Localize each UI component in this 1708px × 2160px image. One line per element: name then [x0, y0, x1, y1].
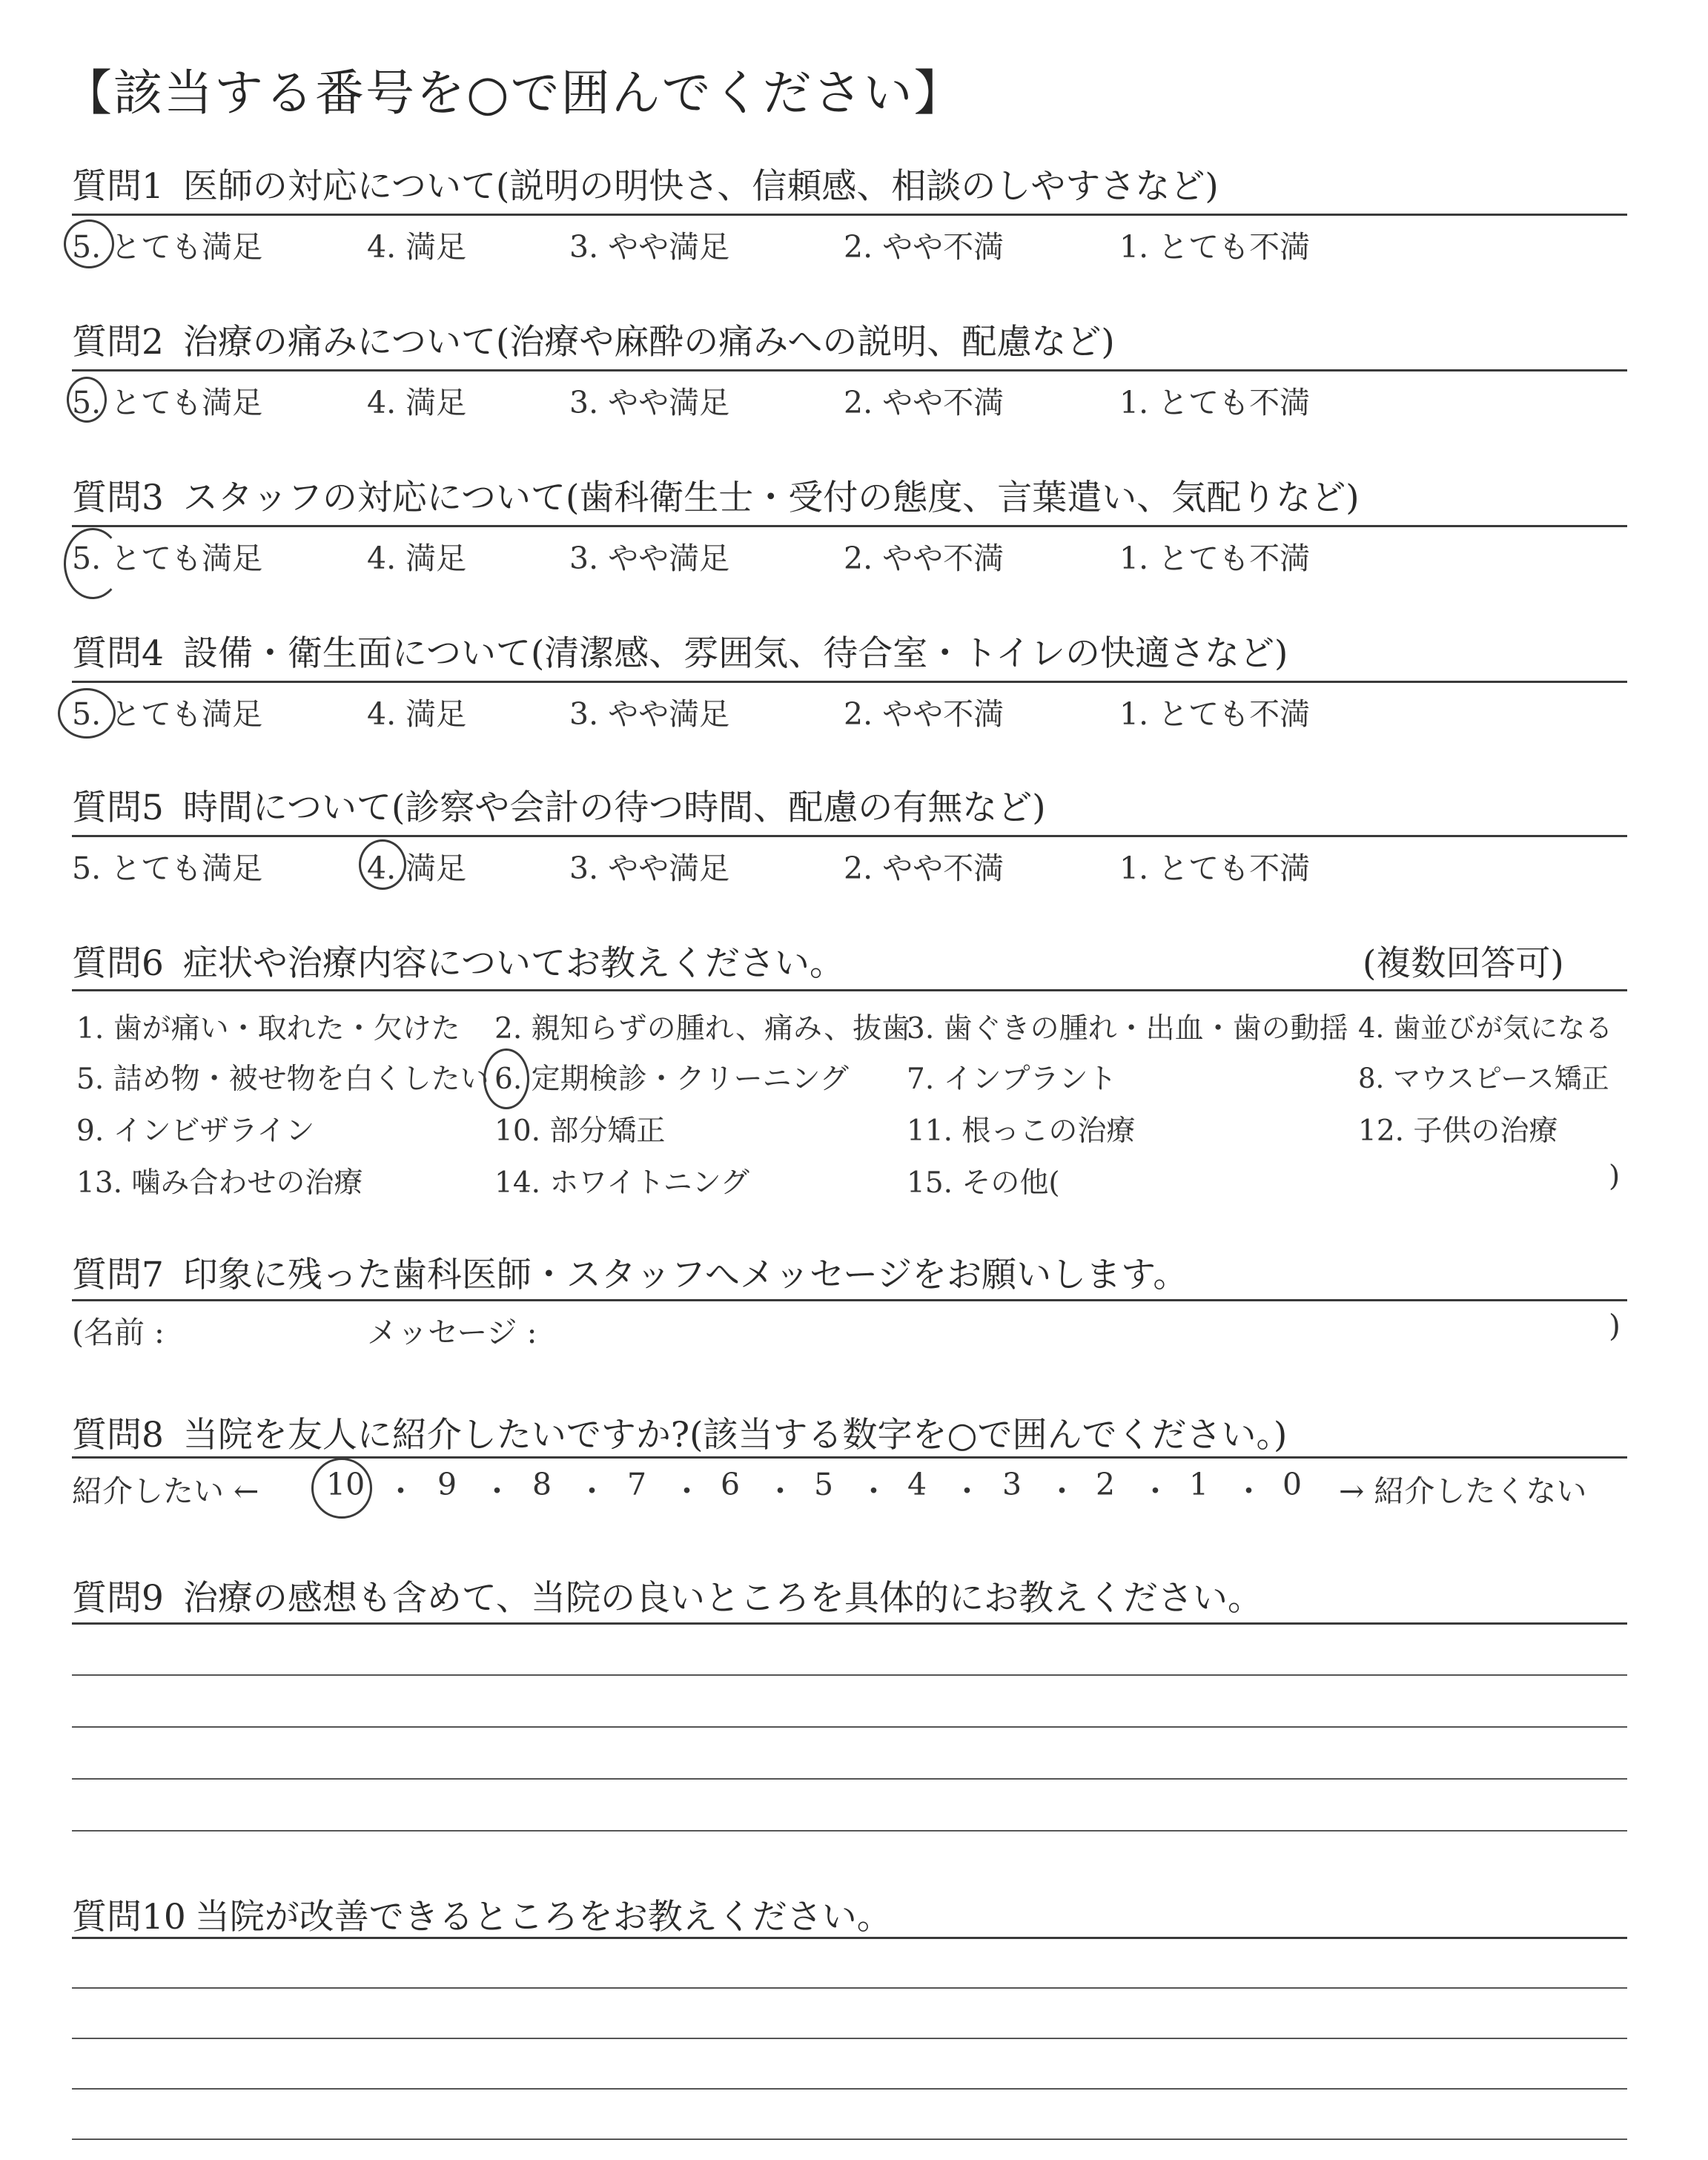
selection-circle	[311, 1458, 372, 1519]
answer-line	[72, 1726, 1627, 1728]
option-1[interactable]: 1. とても不満	[1119, 229, 1311, 265]
scale-dot: ・	[858, 1473, 889, 1509]
option-3[interactable]: 3. やや満足	[569, 385, 730, 420]
question-text: 印象に残った歯科医師・スタッフへメッセージをお願いします。	[182, 1255, 1188, 1295]
scale-dot: ・	[1047, 1473, 1077, 1509]
option-4[interactable]: 4. 満足	[367, 385, 467, 420]
checklist-item[interactable]: 1. 歯が痛い・取れた・欠けた	[76, 1012, 460, 1046]
checklist-item[interactable]: 15. その他(	[907, 1166, 1060, 1200]
question-text: 当院を友人に紹介したいですか?(該当する数字を○で囲んでください。)	[182, 1415, 1288, 1456]
option-5[interactable]: 5. とても満足	[72, 696, 263, 732]
question-number: 質問2	[72, 322, 164, 363]
selection-circle	[67, 377, 107, 423]
option-5[interactable]: 5. とても満足	[72, 851, 263, 886]
checklist-item[interactable]: 12. 子供の治療	[1358, 1114, 1558, 1148]
scale-value-8[interactable]: 8	[532, 1467, 552, 1502]
selection-circle	[64, 219, 114, 268]
question-number: 質問7	[72, 1255, 164, 1295]
other-close-paren: )	[1609, 1160, 1621, 1193]
option-3[interactable]: 3. やや満足	[569, 229, 730, 265]
checklist-item[interactable]: 7. インプラント	[907, 1063, 1117, 1096]
question-divider	[72, 1456, 1627, 1459]
option-5[interactable]: 5. とても満足	[72, 229, 263, 265]
scale-right-label: → 紹介したくない	[1339, 1473, 1587, 1509]
scale-value-0[interactable]: 0	[1282, 1467, 1302, 1502]
answer-line	[72, 2038, 1627, 2039]
checklist-item[interactable]: 10. 部分矯正	[494, 1114, 666, 1148]
question-8-title	[72, 1407, 1287, 1457]
answer-line	[72, 1778, 1627, 1780]
question-number: 質問8	[72, 1415, 164, 1456]
question-10-title	[72, 1889, 892, 1939]
answer-line	[72, 1937, 1627, 1939]
scale-value-9[interactable]: 9	[437, 1467, 457, 1502]
question-divider	[72, 835, 1627, 837]
option-3[interactable]: 3. やや満足	[569, 696, 730, 732]
question-number: 質問6	[72, 943, 164, 984]
question-text: 当院が改善できるところをお教えください。	[194, 1897, 892, 1938]
option-3[interactable]: 3. やや満足	[569, 541, 730, 576]
scale-left-label: 紹介したい ←	[72, 1473, 259, 1509]
question-1-title	[72, 159, 1219, 208]
scale-dot: ・	[482, 1473, 512, 1509]
question-text: 治療の感想も含めて、当院の良いところを具体的にお教えください。	[182, 1578, 1262, 1619]
question-divider	[72, 525, 1627, 527]
option-4[interactable]: 4. 満足	[367, 541, 467, 576]
option-1[interactable]: 1. とても不満	[1119, 541, 1311, 576]
checklist-item[interactable]: 8. マウスピース矯正	[1358, 1063, 1609, 1094]
scale-value-7[interactable]: 7	[627, 1467, 647, 1502]
answer-line	[72, 1622, 1627, 1625]
scale-value-2[interactable]: 2	[1096, 1467, 1116, 1502]
question-number: 質問1	[72, 166, 164, 207]
question-7-title	[72, 1247, 1188, 1297]
question-text: 時間について(診察や会計の待つ時間、配慮の有無など)	[182, 787, 1046, 828]
option-4[interactable]: 4. 満足	[367, 851, 467, 886]
multiple-answers-note: (複数回答可)	[1363, 943, 1564, 984]
checklist-item[interactable]: 14. ホワイトニング	[494, 1166, 749, 1200]
checklist-item[interactable]: 6. 定期検診・クリーニング	[494, 1063, 849, 1096]
option-5[interactable]: 5. とても満足	[72, 541, 263, 576]
question-3-title	[72, 470, 1360, 520]
checklist-item[interactable]: 11. 根っこの治療	[907, 1114, 1136, 1148]
option-2[interactable]: 2. やや不満	[844, 541, 1004, 576]
option-4[interactable]: 4. 満足	[367, 696, 467, 732]
question-divider	[72, 681, 1627, 683]
scale-dot: ・	[577, 1473, 607, 1509]
answer-line	[72, 2088, 1627, 2090]
scale-value-10[interactable]: 10	[326, 1467, 365, 1502]
answer-line	[72, 1987, 1627, 1989]
message-close-paren: )	[1609, 1308, 1621, 1344]
question-text: スタッフの対応について(歯科衛生士・受付の態度、言葉遣い、気配りなど)	[182, 478, 1360, 518]
option-2[interactable]: 2. やや不満	[844, 385, 1004, 420]
question-divider	[72, 369, 1627, 371]
answer-line	[72, 1674, 1627, 1676]
checklist-item[interactable]: 3. 歯ぐきの腫れ・出血・歯の動揺	[907, 1012, 1348, 1046]
scale-dot: ・	[672, 1473, 702, 1509]
selection-circle	[64, 528, 122, 599]
scale-value-4[interactable]: 4	[907, 1467, 927, 1502]
checklist-item[interactable]: 5. 詰め物・被せ物を白くしたい	[76, 1063, 489, 1096]
option-1[interactable]: 1. とても不満	[1119, 385, 1311, 420]
question-text: 治療の痛みについて(治療や麻酔の痛みへの説明、配慮など)	[182, 322, 1115, 363]
question-4-title	[72, 626, 1288, 676]
option-1[interactable]: 1. とても不満	[1119, 696, 1311, 732]
page-title: 【該当する番号を○で囲んでください】	[63, 65, 964, 122]
scale-dot: ・	[765, 1473, 795, 1509]
question-divider	[72, 1299, 1627, 1301]
question-text: 設備・衛生面について(清潔感、雰囲気、待合室・トイレの快適さなど)	[182, 633, 1288, 674]
scale-value-3[interactable]: 3	[1002, 1467, 1022, 1502]
answer-line	[72, 1830, 1627, 1832]
name-label: (名前 :	[72, 1315, 165, 1350]
question-number: 質問9	[72, 1578, 164, 1619]
scale-dot: ・	[385, 1473, 416, 1509]
question-divider	[72, 214, 1627, 216]
answer-line	[72, 2138, 1627, 2140]
scale-dot: ・	[952, 1473, 982, 1509]
selection-circle	[58, 688, 116, 739]
question-number: 質問4	[72, 633, 164, 674]
scale-dot: ・	[1234, 1473, 1264, 1509]
checklist-item[interactable]: 4. 歯並びが気になる	[1358, 1012, 1613, 1044]
question-9-title	[72, 1571, 1262, 1620]
scale-value-1[interactable]: 1	[1189, 1467, 1209, 1502]
question-number: 質問5	[72, 787, 164, 828]
option-2[interactable]: 2. やや不満	[844, 851, 1004, 886]
scale-value-6[interactable]: 6	[721, 1467, 741, 1502]
option-5[interactable]: 5. とても満足	[72, 385, 263, 420]
question-6-title	[72, 936, 844, 985]
option-2[interactable]: 2. やや不満	[844, 229, 1004, 265]
selection-circle	[359, 839, 406, 890]
message-label: メッセージ :	[367, 1315, 537, 1350]
option-1[interactable]: 1. とても不満	[1119, 851, 1311, 886]
selection-circle	[483, 1048, 529, 1109]
question-text: 医師の対応について(説明の明快さ、信頼感、相談のしやすさなど)	[182, 166, 1219, 207]
option-3[interactable]: 3. やや満足	[569, 851, 730, 886]
option-4[interactable]: 4. 満足	[367, 229, 467, 265]
scale-value-5[interactable]: 5	[814, 1467, 834, 1502]
question-text: 症状や治療内容についてお教えください。	[182, 943, 844, 984]
scale-dot: ・	[1140, 1473, 1171, 1509]
question-5-title	[72, 780, 1046, 830]
checklist-item[interactable]: 13. 噛み合わせの治療	[76, 1166, 363, 1200]
question-2-title	[72, 314, 1115, 364]
question-number: 質問10	[72, 1897, 186, 1938]
question-divider	[72, 989, 1627, 991]
option-2[interactable]: 2. やや不満	[844, 696, 1004, 732]
checklist-item[interactable]: 9. インビザライン	[76, 1114, 315, 1148]
checklist-item[interactable]: 2. 親知らずの腫れ、痛み、抜歯	[494, 1012, 911, 1046]
question-number: 質問3	[72, 478, 164, 518]
